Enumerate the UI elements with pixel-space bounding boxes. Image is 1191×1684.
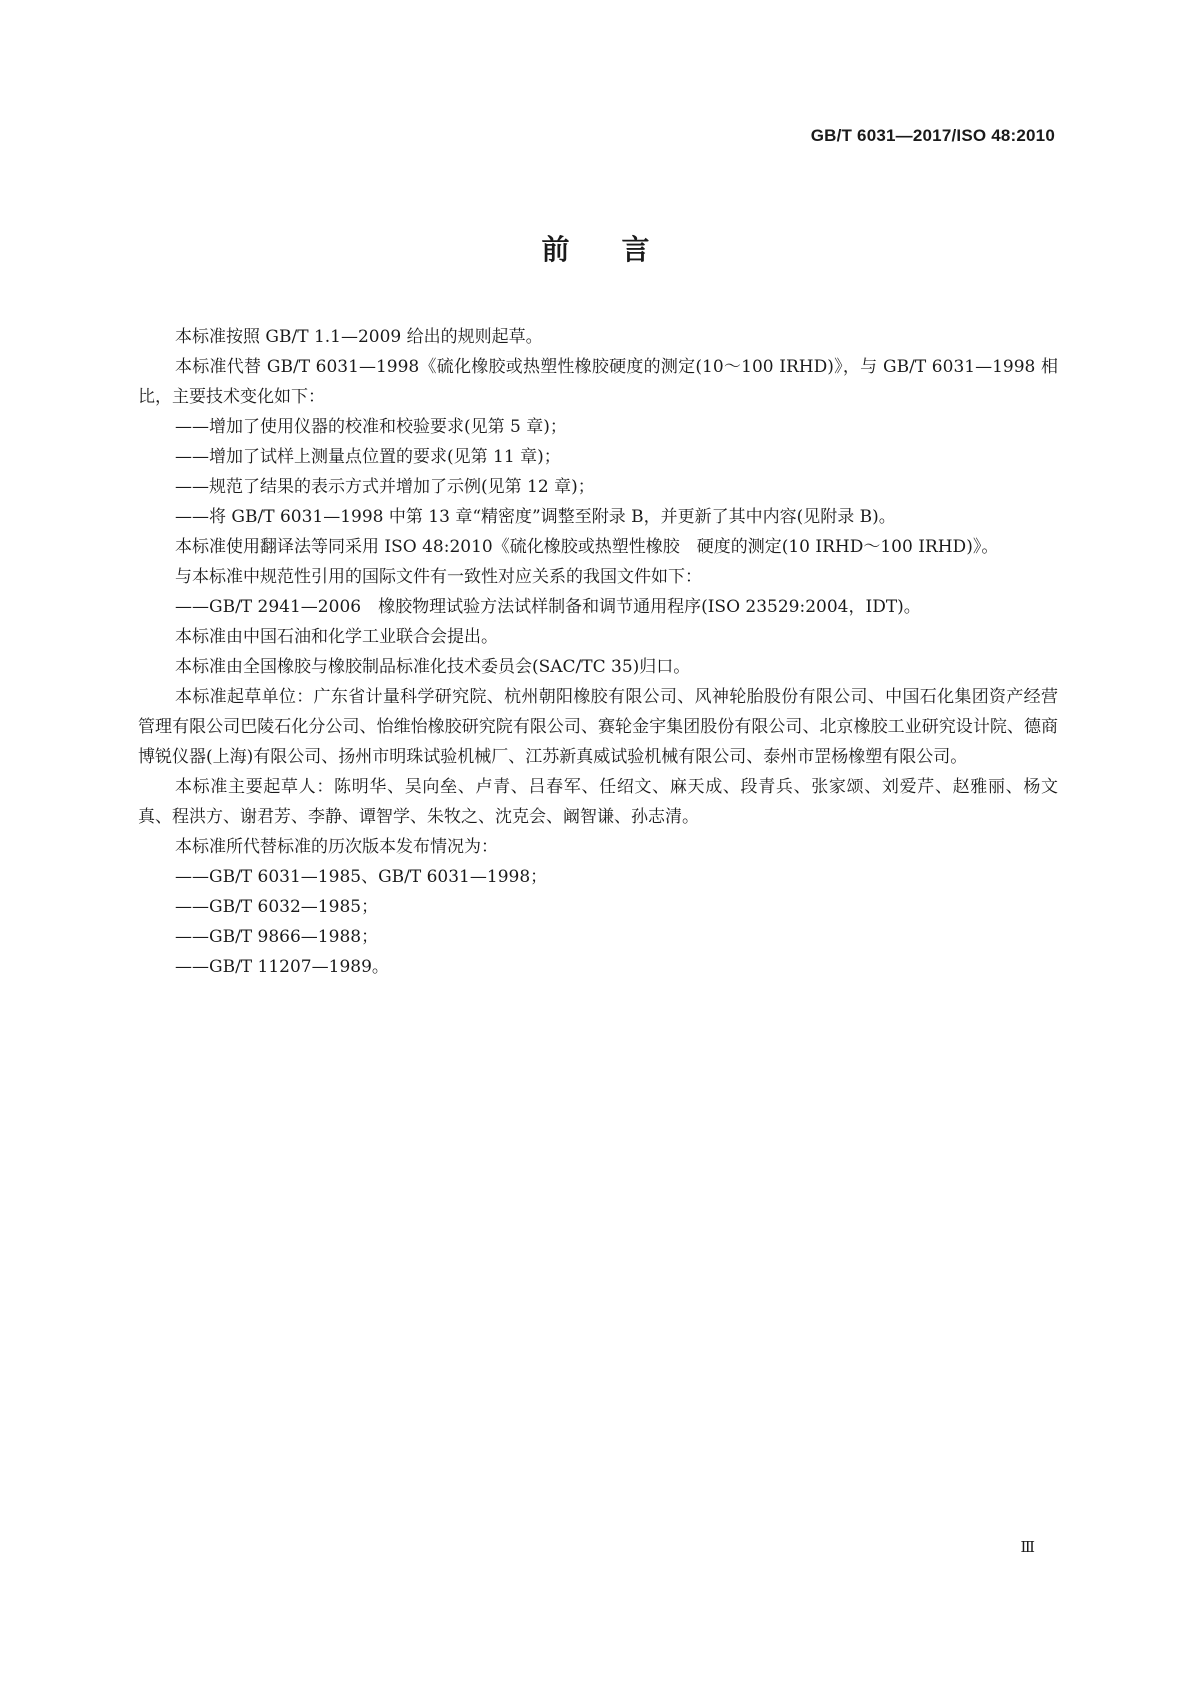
paragraph-proposer: 本标准由中国石油和化学工业联合会提出。 <box>175 627 498 647</box>
standard-code-header: GB/T 6031—2017/ISO 48:2010 <box>810 126 1055 145</box>
paragraph-drafting-rule: 本标准按照 GB/T 1.1—2009 给出的规则起草。 <box>175 327 543 347</box>
paragraph-previous-versions: 本标准所代替标准的历次版本发布情况为： <box>175 837 498 857</box>
list-item-version-2: ——GB/T 6032—1985； <box>175 897 379 917</box>
list-item-version-3: ——GB/T 9866—1988； <box>175 927 379 947</box>
page-title: 前言 <box>541 233 702 266</box>
paragraph-translation-method: 本标准使用翻译法等同采用 ISO 48:2010《硫化橡胶或热塑性橡胶 硬度的测定(10 IRHD～100 IRHD)》。 <box>175 537 999 557</box>
list-item-change-4: ——将 GB/T 6031—1998 中第 13 章“精密度”调整至附录 B，并更新了其中内容(见附录 B)。 <box>175 507 896 527</box>
paragraph-drafters: 本标准主要起草人：陈明华、吴向垒、卢青、吕春军、任绍文、麻天成、段青兵、张家颂、刘爱芹、赵雅丽、杨文真、程洪方、谢君芳、李静、谭智学、朱牧之、沈克会、阚智谦、孙志清。 <box>138 777 1058 827</box>
document-body <box>138 322 1058 982</box>
paragraph-drafting-units: 本标准起草单位：广东省计量科学研究院、杭州朝阳橡胶有限公司、风神轮胎股份有限公司、中国石化集团资产经营管理有限公司巴陵石化分公司、怡维怡橡胶研究院有限公司、赛轮金宇集团股份有限公司、北京橡胶工业研究设计院、德商博锐仪器(上海)有限公司、扬州市明珠试验机械厂、江苏新真威试验机械有限公司、泰州市罡杨橡塑有限公司。 <box>138 687 1058 767</box>
list-item-change-3: ——规范了结果的表示方式并增加了示例(见第 12 章)； <box>175 477 595 497</box>
list-item-change-1: ——增加了使用仪器的校准和校验要求(见第 5 章)； <box>175 417 567 437</box>
list-item-version-4: ——GB/T 11207—1989。 <box>175 957 389 977</box>
page-number: Ⅲ <box>1020 1538 1035 1556</box>
paragraph-replacement: 本标准代替 GB/T 6031—1998《硫化橡胶或热塑性橡胶硬度的测定(10～100 IRHD)》，与 GB/T 6031—1998 相比，主要技术变化如下： <box>138 357 1058 407</box>
paragraph-committee: 本标准由全国橡胶与橡胶制品标准化技术委员会(SAC/TC 35)归口。 <box>175 657 691 677</box>
paragraph-corresponding-docs: 与本标准中规范性引用的国际文件有一致性对应关系的我国文件如下： <box>175 567 702 587</box>
list-item-version-1: ——GB/T 6031—1985、GB/T 6031—1998； <box>175 867 548 887</box>
list-item-corresponding-doc: ——GB/T 2941—2006 橡胶物理试验方法试样制备和调节通用程序(ISO 23529:2004，IDT)。 <box>175 597 921 617</box>
list-item-change-2: ——增加了试样上测量点位置的要求(见第 11 章)； <box>175 447 561 467</box>
